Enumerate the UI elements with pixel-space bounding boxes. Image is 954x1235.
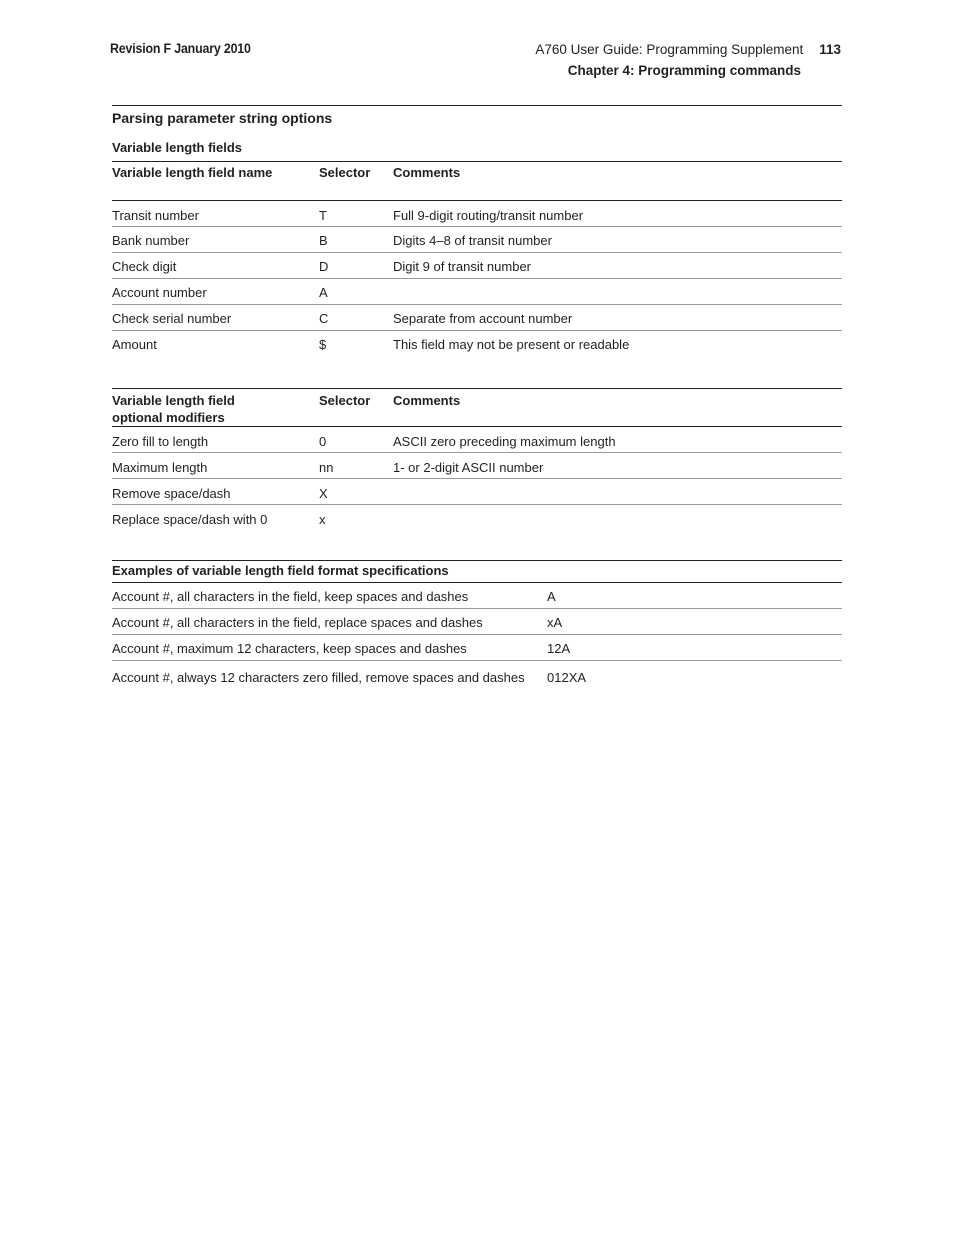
table-header-row	[112, 162, 842, 201]
comments-cell: Digit 9 of transit number	[393, 253, 842, 279]
chapter-title: Chapter 4: Programming commands	[567, 63, 801, 78]
page-content	[112, 105, 842, 691]
field-name-cell: Account number	[112, 279, 319, 305]
selector-cell: T	[319, 201, 393, 227]
column-header-field-name: Variable length field name	[112, 162, 319, 201]
table-row	[112, 305, 842, 331]
optional-modifiers-table	[112, 388, 842, 531]
running-header	[535, 39, 841, 81]
field-name-cell: Bank number	[112, 227, 319, 253]
column-header-modifiers	[112, 388, 319, 426]
table-row	[112, 583, 842, 609]
table-row	[112, 201, 842, 227]
table-row	[112, 253, 842, 279]
table-row	[112, 478, 842, 504]
examples-header: Examples of variable length field format specifications	[112, 561, 842, 583]
modifier-cell: Zero fill to length	[112, 426, 319, 452]
table-header-row	[112, 561, 842, 583]
example-description-cell: Account #, all characters in the field, keep spaces and dashes	[112, 583, 547, 609]
comments-cell	[393, 478, 842, 504]
example-description-cell: Account #, maximum 12 characters, keep spaces and dashes	[112, 635, 547, 661]
comments-cell: This field may not be present or readable	[393, 337, 630, 352]
table-row	[112, 661, 842, 691]
modifier-cell: Replace space/dash with 0	[112, 511, 268, 527]
selector-cell: $	[319, 337, 327, 352]
example-spec-cell: 12A	[547, 635, 842, 661]
comments-cell	[393, 279, 842, 305]
modifier-cell: Maximum length	[112, 452, 319, 478]
section-title: Parsing parameter string options	[112, 110, 333, 126]
example-spec-cell: A	[547, 583, 842, 609]
comments-cell: Separate from account number	[393, 305, 842, 331]
table-row	[112, 452, 842, 478]
column-header-selector: Selector	[319, 388, 393, 426]
selector-cell: nn	[319, 452, 393, 478]
modifier-cell: Remove space/dash	[112, 478, 319, 504]
comments-cell: 1- or 2-digit ASCII number	[393, 452, 842, 478]
selector-cell: 0	[319, 426, 393, 452]
guide-title-line	[535, 39, 841, 60]
table-row	[112, 227, 842, 253]
field-name-cell: Check digit	[112, 253, 319, 279]
selector-cell: D	[319, 253, 393, 279]
field-name-cell: Transit number	[112, 201, 319, 227]
comments-cell: Digits 4–8 of transit number	[393, 227, 842, 253]
example-spec-cell: 012XA	[547, 670, 587, 685]
guide-title: A760 User Guide: Programming Supplement	[535, 42, 804, 57]
table-row	[112, 426, 842, 452]
comments-cell	[393, 504, 842, 530]
section-divider	[112, 105, 842, 106]
selector-cell: A	[319, 279, 393, 305]
table-row	[112, 609, 842, 635]
table-row	[112, 504, 842, 530]
field-name-cell: Check serial number	[112, 305, 319, 331]
page-number: 113	[819, 42, 841, 57]
table-row	[112, 331, 842, 357]
example-description-cell: Account #, all characters in the field, replace spaces and dashes	[112, 609, 547, 635]
table-row	[112, 635, 842, 661]
field-name-cell: Amount	[112, 337, 157, 352]
table-row	[112, 279, 842, 305]
revision-label: Revision F January 2010	[110, 41, 251, 56]
selector-cell: X	[319, 478, 393, 504]
column-header-comments: Comments	[393, 162, 842, 201]
comments-cell: Full 9-digit routing/transit number	[393, 201, 842, 227]
example-description-cell: Account #, always 12 characters zero filled, remove spaces and dashes	[112, 670, 525, 685]
comments-cell: ASCII zero preceding maximum length	[393, 426, 842, 452]
format-examples-table	[112, 560, 842, 691]
column-header-selector: Selector	[319, 162, 393, 201]
column-header-comments: Comments	[393, 388, 842, 426]
example-spec-cell: xA	[547, 609, 842, 635]
selector-cell: B	[319, 227, 393, 253]
selector-cell: x	[319, 511, 326, 527]
table-header-row	[112, 388, 842, 426]
section-subtitle: Variable length fields	[112, 140, 243, 155]
column-header-modifiers-text: Variable length field optional modifiers	[112, 392, 235, 425]
selector-cell: C	[319, 305, 393, 331]
variable-length-fields-table	[112, 161, 842, 357]
